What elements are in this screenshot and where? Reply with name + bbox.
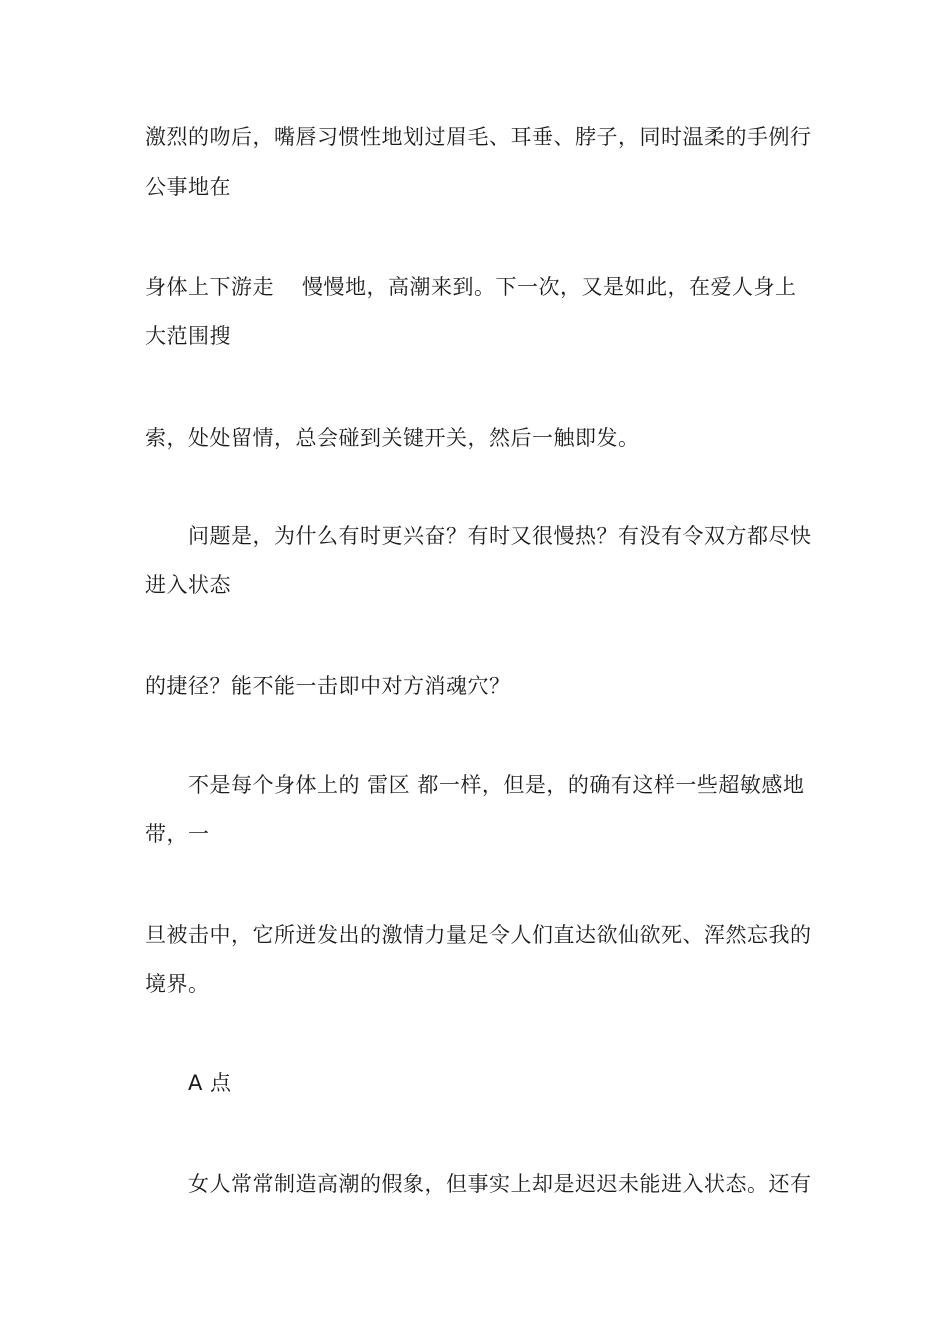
text-line: 境界。	[145, 972, 210, 996]
text-line: 索，处处留情，总会碰到关键开关，然后一触即发。	[145, 426, 640, 450]
paragraph-first-line: 不是每个身体上的 雷区 都一样，但是，的确有这样一些超敏感地	[188, 773, 805, 797]
section-heading: A 点	[188, 1071, 232, 1095]
text-line: 公事地在	[145, 175, 231, 199]
text-line: 激烈的吻后，嘴唇习惯性地划过眉毛、耳垂、脖子，同时温柔的手例行	[145, 125, 812, 149]
paragraph-first-line: 女人常常制造高潮的假象，但事实上却是迟迟未能进入状态。还有	[188, 1172, 812, 1196]
text-line	[145, 273, 815, 301]
text-line: 带，一	[145, 822, 210, 846]
text-line: 的捷径？能不能一击即中对方消魂穴？	[145, 674, 511, 698]
text-segment: 身体上下游走	[145, 275, 274, 299]
text-segment: 慢慢地，高潮来到。下一次，又是如此，在爱人身上	[302, 275, 797, 299]
text-line: 进入状态	[145, 573, 231, 597]
text-line: 旦被击中，它所迸发出的激情力量足令人们直达欲仙欲死、浑然忘我的	[145, 923, 812, 947]
text-line: 大范围搜	[145, 324, 231, 348]
paragraph-first-line: 问题是，为什么有时更兴奋？有时又很慢热？有没有令双方都尽快	[188, 524, 812, 548]
